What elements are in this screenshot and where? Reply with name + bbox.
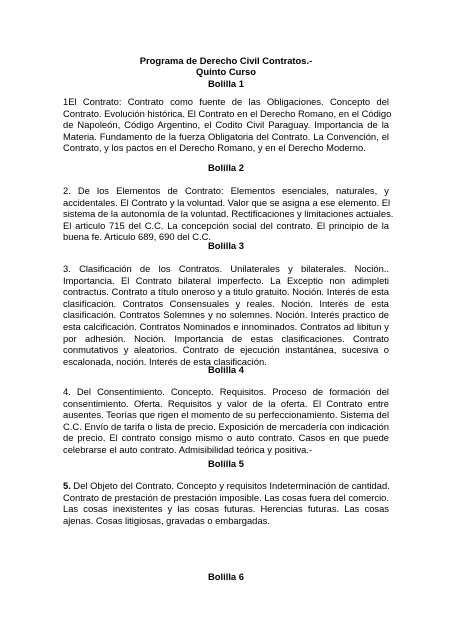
course-year: Quinto Curso [196, 66, 256, 78]
section-heading-6: Bolilla 6 [208, 571, 244, 582]
text-line: por adhesión. Noción. Importancia de estas clasificaciones. Contrato [63, 332, 389, 344]
text-line: 3. Clasificación de los Contratos. Unilaterales y bilaterales. Noción.. [63, 263, 389, 274]
text-fragment: Del Objeto del Contrato. Concepto y requisitos Indeterminación de cantidad. [70, 480, 390, 491]
section-heading-3: Bolilla 3 [208, 240, 244, 251]
text-line: Importancia. El Contrato bilateral imperfecto. La Exceptio non adimpleti [63, 274, 389, 286]
document-title: Programa de Derecho Civil Contratos.- [139, 55, 313, 66]
text-line: consentimiento. Oferta. Requisitos y valor de la oferta. El Contrato entre [63, 397, 389, 409]
text-line [63, 480, 389, 492]
section-heading-4: Bolilla 4 [208, 364, 244, 375]
text-line: Materia. Fundamento de la fuerza Obligatoria del Contrato. La Convención, el [63, 130, 389, 142]
text-line: Las cosas inexistentes y las cosas futuras. Herencias futuras. Las cosas [63, 503, 389, 515]
text-line: contractus. Contrato a título oneroso y a titulo gratuito. Noción. Interés de esta [63, 286, 389, 298]
document-page [63, 0, 394, 640]
text-line: sistema de la autonomía de la voluntad. Rectificaciones y limitaciones actuales. [63, 208, 394, 220]
text-line: clasificación. Contratos Consensuales y reales. Noción. Interés de esta [63, 297, 389, 309]
section-heading-5: Bolilla 5 [208, 458, 244, 469]
text-line: clasificación. Contratos Solemnes y no solemnes. Noción. Interés practico de [63, 309, 389, 321]
section-3-text [63, 263, 389, 367]
text-line: de Napoleón, Código Argentino, el Codito Civil Paraguay. Importancia de la [63, 119, 389, 131]
text-line: celebrarse el auto contrato. Admisibilidad teórica y positiva.- [63, 443, 313, 455]
text-line: El articulo 715 del C.C. La concepción social del contrato. El principio de la [63, 219, 389, 231]
text-line: accidentales. El Contrato y la voluntad. Valor que se asigna a ese elemento. El [63, 196, 391, 208]
text-line: ausentes. Teorías que rigen el momento de su perfeccionamiento. Sistema del [63, 409, 390, 421]
text-line: escalonada, noción. Interés de esta clasificación. [63, 355, 267, 367]
text-line: ajenas. Cosas litigiosas, gravadas o embargadas. [63, 514, 270, 526]
text-line: 1El Contrato: Contrato como fuente de las Obligaciones. Concepto del [63, 96, 389, 107]
text-line: 2. De los Elementos de Contrato: Elementos esenciales, naturales, y [63, 185, 389, 196]
document-header [63, 55, 389, 89]
text-line: esta calcificación. Contratos Nominados e innominados. Contratos ad libitun y [63, 320, 389, 332]
text-line: de precio. El contrato consigo mismo o auto contrato. Casos en que puede [63, 432, 389, 444]
section-4-text [63, 386, 389, 456]
section-number: 5. [63, 480, 71, 491]
text-line: conmutativos y aleatorios. Contrato de ejecución instantánea, sucesiva o [63, 344, 389, 356]
text-line: 4. Del Consentimiento. Concepto. Requisitos. Proceso de formación del [63, 386, 389, 397]
section-1-text [63, 96, 392, 154]
text-line: Contrato. Evolución histórica. El Contrato en el Derecho Romano, en el Código [63, 107, 392, 119]
text-line: buena fe. Articulo 689, 690 del C.C. [63, 231, 212, 243]
section-heading-1: Bolilla 1 [208, 77, 244, 89]
text-line: Contrato de prestación de prestación imposible. Las cosas fuera del comercio. [63, 491, 389, 503]
section-heading-2: Bolilla 2 [208, 162, 244, 173]
section-2-text [63, 185, 394, 243]
text-line: Contrato, y los pactos en el Derecho Romano, y en el Derecho Moderno. [63, 142, 366, 154]
text-line: C.C. Envío de tarifa o lista de precio. Exposición de mercadería con indicación [63, 420, 389, 432]
section-5-text [63, 480, 389, 526]
